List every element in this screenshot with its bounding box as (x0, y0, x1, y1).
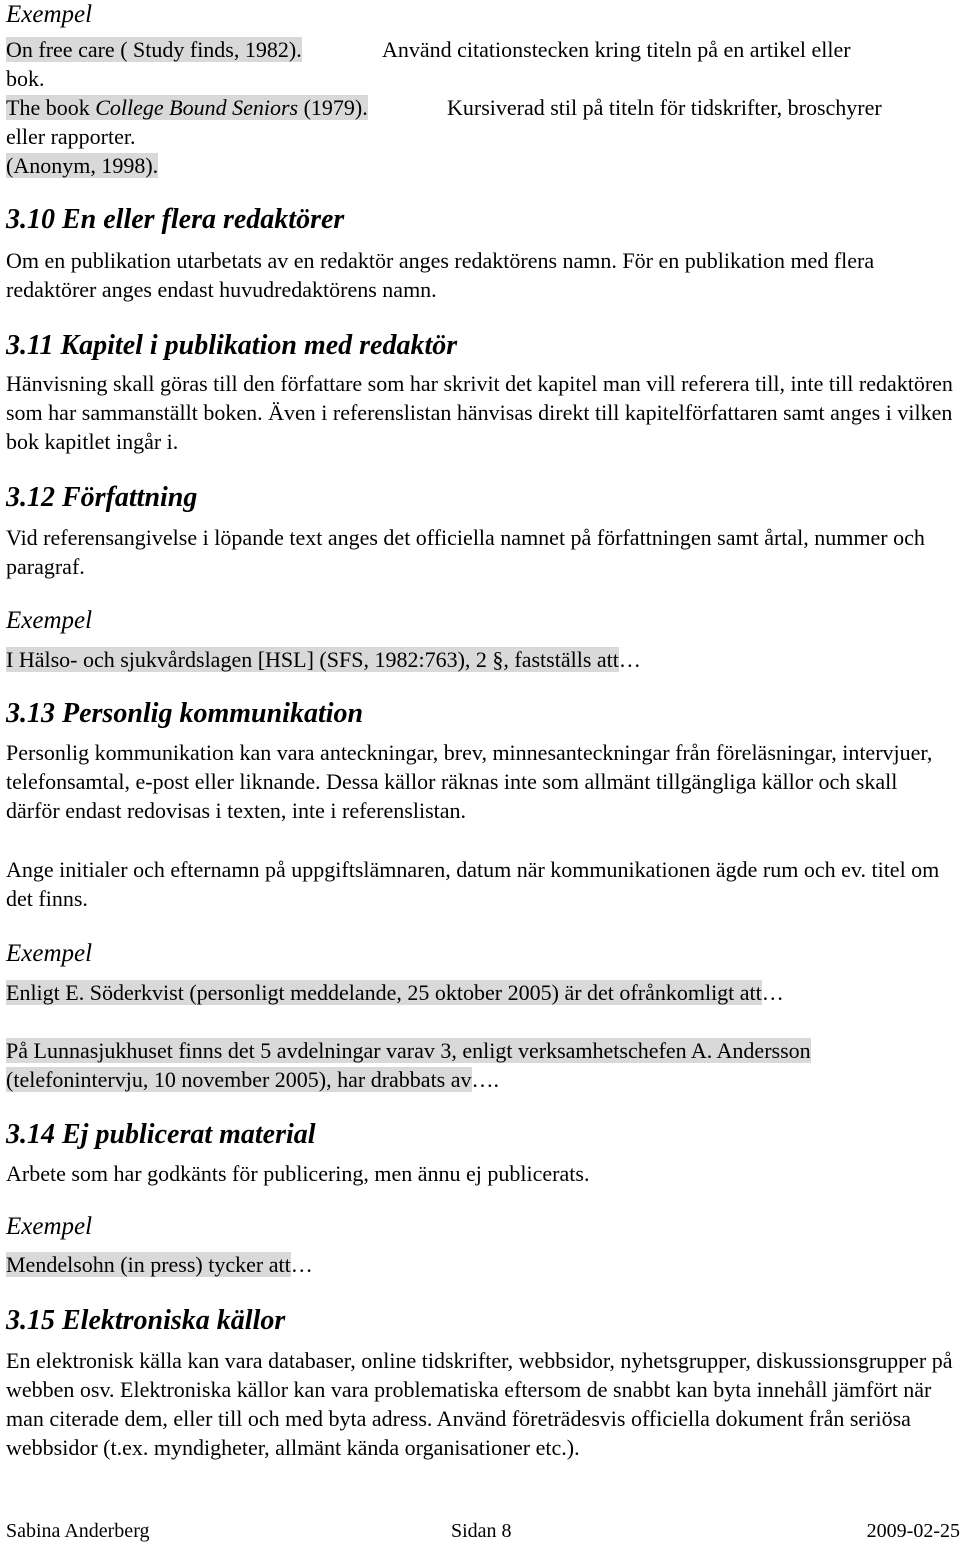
example-book-post: (1979). (298, 95, 368, 120)
section-3-13-body-2: Ange initialer och efternamn på uppgiftslämnaren, datum när kommunikationen ägde rum och ev. titel om det finns. (6, 857, 940, 911)
section-3-15-heading: 3.15 Elektroniska källor (6, 1305, 286, 1336)
example-anonymous (6, 151, 158, 180)
section-3-13-example-heading: Exempel (6, 940, 93, 967)
section-3-10-body: Om en publikation utarbetats av en redaktör anges redaktörens namn. För en publikation med flera redaktörer anges endast huvudredaktörens namn. (6, 248, 875, 302)
footer-date: 2009-02-25 (866, 1520, 960, 1542)
note-article-quotes-wrap: bok. (6, 66, 45, 91)
note-italic-titles-wrap: eller rapporter. (6, 124, 136, 149)
section-3-13-example-2-line-1 (6, 1036, 811, 1065)
note-italic-titles: Kursiverad stil på titeln för tidskrifter, broschyrer (447, 95, 882, 120)
section-3-12-example-heading: Exempel (6, 607, 93, 634)
section-3-13-example-1-highlight: Enligt E. Söderkvist (personligt meddelande, 25 oktober 2005) är det ofrånkomligt att (6, 980, 762, 1005)
section-3-10-heading: 3.10 En eller flera redaktörer (6, 204, 345, 235)
example-book-title (6, 93, 368, 122)
section-3-12-heading: 3.12 Författning (6, 482, 198, 513)
section-3-11-heading: 3.11 Kapitel i publikation med redaktör (6, 330, 458, 361)
section-3-13-example-1 (6, 978, 784, 1007)
example-heading-top: Exempel (6, 1, 93, 28)
section-3-12-example-tail: … (618, 647, 641, 672)
example-article-text: On free care ( Study finds, 1982). (6, 37, 302, 62)
section-3-14-example-tail: … (290, 1252, 313, 1277)
page-footer (6, 1520, 960, 1546)
example-book-italic: College Bound Seniors (95, 95, 299, 120)
section-3-13-example-2-line-2 (6, 1065, 499, 1094)
section-3-14-example-heading: Exempel (6, 1213, 93, 1240)
footer-page-number: Sidan 8 (451, 1520, 512, 1542)
section-3-13-example-1-tail: … (761, 980, 784, 1005)
example-anonymous-text: (Anonym, 1998). (6, 153, 159, 178)
section-3-12-example (6, 645, 641, 674)
footer-author: Sabina Anderberg (6, 1520, 150, 1542)
section-3-14-body: Arbete som har godkänts för publicering, men ännu ej publicerats. (6, 1161, 590, 1186)
section-3-15-body: En elektronisk källa kan vara databaser, online tidskrifter, webbsidor, nyhetsgrupper, diskussionsgrupper på webben osv. Elektroniska källor kan vara problematiska eftersom de snabbt kan byta innehåll jämfört när man citerade dem, eller till och med byta adress. Använd företrädesvis officiella dokument från seriösa webbsidor (t.ex. myndigheter, allmänt kända organisationer etc.). (6, 1348, 953, 1460)
section-3-13-example-2-line-2-tail: …. (471, 1067, 500, 1092)
section-3-14-heading: 3.14 Ej publicerat material (6, 1119, 316, 1150)
section-3-11-body: Hänvisning skall göras till den författare som har skrivit det kapitel man vill referera till, inte till redaktören som har sammanställt boken. Även i referenslistan hänvisas direkt till kapitelförfattaren samt anges i vilken bok kapitlet ingår i. (6, 371, 953, 454)
section-3-13-body-1: Personlig kommunikation kan vara anteckningar, brev, minnesanteckningar från föreläsningar, intervjuer, telefonsamtal, e-post eller liknande. Dessa källor räknas inte som allmänt tillgängliga källor och skall därför endast redovisas i texten, inte i referenslistan. (6, 740, 933, 823)
section-3-12-example-highlight: I Hälso- och sjukvårdslagen [HSL] (SFS, 1982:763), 2 §, fastställs att (6, 647, 619, 672)
example-article-title (6, 35, 302, 64)
section-3-13-heading: 3.13 Personlig kommunikation (6, 698, 364, 729)
example-book-highlight (6, 95, 368, 120)
section-3-13-example-2-line-1-highlight: På Lunnasjukhuset finns det 5 avdelningar varav 3, enligt verksamhetschefen A. Andersson (6, 1038, 811, 1063)
example-book-pre: The book (6, 95, 96, 120)
section-3-14-example (6, 1250, 313, 1279)
note-article-quotes: Använd citationstecken kring titeln på en artikel eller (382, 37, 851, 62)
section-3-14-example-highlight: Mendelsohn (in press) tycker att (6, 1252, 291, 1277)
section-3-13-example-2-line-2-highlight: (telefonintervju, 10 november 2005), har drabbats av (6, 1067, 472, 1092)
section-3-12-body: Vid referensangivelse i löpande text anges det officiella namnet på författningen samt årtal, nummer och paragraf. (6, 525, 925, 579)
